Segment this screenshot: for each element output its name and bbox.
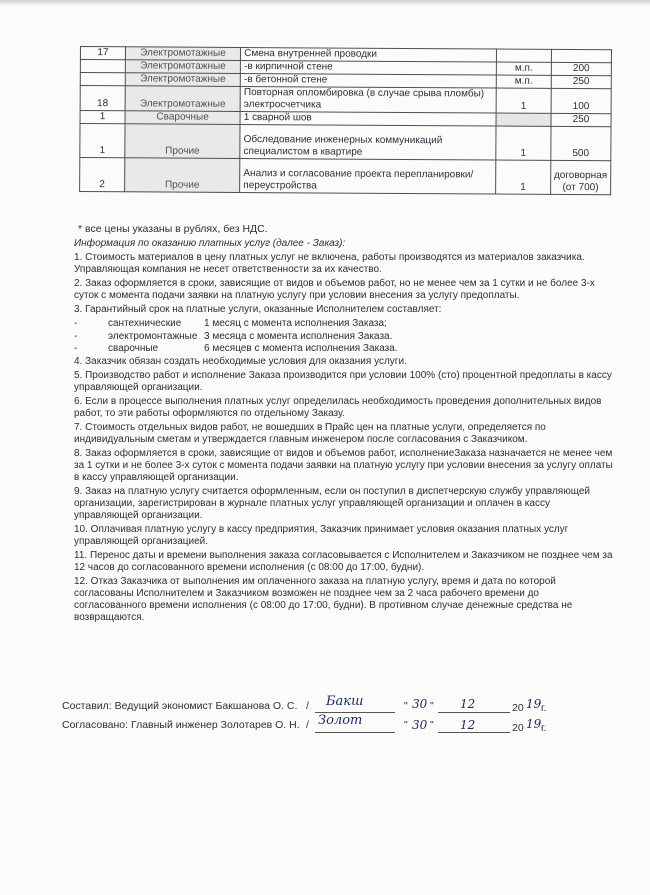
signature-2: Золот xyxy=(318,713,363,728)
warranty-type: сантехнические xyxy=(108,318,182,329)
warranty-dash: - xyxy=(74,343,78,354)
cell-price: 250 xyxy=(551,113,611,126)
month-line xyxy=(438,712,510,713)
slash: / xyxy=(306,700,309,712)
warranty-value: 3 месяца с момента исполнения Заказа. xyxy=(204,330,393,342)
year-prefix-1: 20 xyxy=(512,702,524,714)
cell-num: 1 xyxy=(80,124,125,158)
cell-unit: 1 xyxy=(496,88,551,113)
cell-price: 200 xyxy=(551,62,611,75)
month-line xyxy=(438,732,510,733)
info-item-7: 7. Стоимость отдельных видов работ, не вошедших в Прайс цен на платные услуги, определяется по индивидуальным сметам и утверждается главным инженером после согласования с Заказчиком. xyxy=(74,421,546,445)
info-item-1: 1. Стоимость материалов в цену платных услуг не включена, работы производятся из материалов заказчика. Управляющая компания не несет ответственности за их качество. xyxy=(74,252,585,275)
cell-service: Обследование инженерных коммуникаций специалистом в квартире xyxy=(240,124,496,160)
cell-unit: 1 xyxy=(496,160,551,194)
cell-category: Электромотажные xyxy=(125,60,240,74)
warranty-value: 1 месяц с момента исполнения Заказа; xyxy=(204,318,387,329)
cell-unit: м.п. xyxy=(496,75,551,88)
cell-service: -в кирпичной стене xyxy=(241,60,497,75)
price-table xyxy=(79,46,612,195)
slash: / xyxy=(306,719,309,731)
cell-num: 18 xyxy=(80,86,125,111)
cell-unit xyxy=(496,49,551,62)
cell-price: 250 xyxy=(551,75,611,88)
warranty-dash: - xyxy=(74,330,78,342)
cell-service: Повторная опломбировка (в случае срыва пломбы) электросчетчика xyxy=(240,86,496,113)
quote-open: " xyxy=(404,719,408,731)
warranty-list xyxy=(74,318,614,356)
info-item-5: 5. Производство работ и исполнение Заказа производится при условии 100% (сто) процентной предоплаты в кассу управляющей организации. xyxy=(74,369,612,393)
cell-unit: м.п. xyxy=(496,62,551,75)
cell-price: 500 xyxy=(551,126,611,160)
info-item-3: 3. Гарантийный срок на платные услуги, оказанные Исполнителем составляет: xyxy=(74,304,442,315)
info-item-8: 8. Заказ оформляется в сроки, зависящие от видов и объемов работ, исполнениеЗаказа назначается не менее чем за 1 сутки и не более 3-х суток с момента подачи заявки на платную услугу при условии внесения за услугу оплаты в кассу управляющей организации. xyxy=(74,447,613,483)
cell-price: договорная (от 700) xyxy=(550,160,610,194)
cell-service: -в бетонной стене xyxy=(240,73,496,88)
warranty-dash: - xyxy=(74,318,78,329)
info-item-6: 6. Если в процессе выполнения платных услуг определилась необходимость проведения дополнительных видов работ, то эти работы оформляются по отдельному Заказу. xyxy=(74,395,602,419)
cell-category: Электромотажные xyxy=(125,86,240,112)
day-2: 30 xyxy=(412,718,428,732)
cell-unit: 1 xyxy=(496,126,551,160)
info-item-4: 4. Заказчик обязан создать необходимые условия для оказания услуги. xyxy=(74,355,407,367)
cell-service: Смена внутренней проводки xyxy=(241,47,497,62)
table-row xyxy=(80,86,611,114)
cell-category: Сварочные xyxy=(125,111,240,125)
compiled-by: Составил: Ведущий экономист Бакшанова О. С. xyxy=(62,700,298,712)
cell-num xyxy=(80,73,125,86)
approved-by: Согласовано: Главный инженер Золотарев О. Н. xyxy=(62,719,300,731)
service-info xyxy=(74,238,614,626)
info-item-11: 11. Перенос даты и времени выполнения заказа согласовывается с Исполнителем и Заказчиком не позднее чем за 12 часов до согласованного времени исполнения (с 08:00 до 17:00, будни). xyxy=(74,549,613,573)
info-item-10: 10. Оплачивая платную услугу в кассу предприятия, Заказчик принимает условия оказания платных услуг управляющей организацией. xyxy=(74,523,569,547)
quote-close: " xyxy=(430,719,434,731)
cell-category: Прочие xyxy=(125,124,240,159)
year-prefix-2: 20 xyxy=(512,722,524,734)
cell-num xyxy=(80,60,125,73)
scan-edge xyxy=(0,0,650,6)
warranty-type: сварочные xyxy=(108,343,159,354)
day-1: 30 xyxy=(412,697,428,711)
cell-price: 100 xyxy=(551,88,611,113)
price-note: * все цены указаны в рублях, без НДС. xyxy=(78,223,268,235)
cell-num: 17 xyxy=(80,47,125,60)
month-2: 12 xyxy=(460,718,476,732)
info-item-9: 9. Заказ на платную услугу считается оформленным, если он поступил в диспетчерскую службу управляющей организации, зарегистрирован в журнале платных услуг управляющей организации и оплачен в кассу управляющей организации. xyxy=(74,485,590,521)
table-row xyxy=(80,158,611,195)
info-header: Информация по оказанию платных услуг (далее - Заказ): xyxy=(74,238,346,249)
info-item-2: 2. Заказ оформляется в сроки, зависящие от видов и объемов работ, но не менее чем за 1 сутки и не более 3-х суток с момента подачи заявки на платную услугу при условии внесения за услугу предоплаты. xyxy=(74,278,595,301)
year-suffix-1: 19 xyxy=(526,697,542,711)
cell-num: 2 xyxy=(80,158,125,192)
year-g-2: г. xyxy=(541,722,547,734)
quote-close: " xyxy=(430,700,434,712)
month-1: 12 xyxy=(460,697,476,711)
cell-service: Анализ и согласование проекта перепланировки/переустройства xyxy=(240,158,496,194)
warranty-type: электромонтажные xyxy=(108,330,198,342)
quote-open: " xyxy=(404,700,408,712)
year-g-1: г. xyxy=(541,702,547,714)
cell-num: 1 xyxy=(80,111,125,124)
year-suffix-2: 19 xyxy=(526,717,542,731)
cell-unit xyxy=(496,113,551,126)
cell-category: Электромотажные xyxy=(125,73,240,87)
cell-price xyxy=(551,49,611,62)
cell-category: Электромотажные xyxy=(125,47,240,61)
signature-line xyxy=(315,732,395,733)
cell-category: Прочие xyxy=(125,158,240,193)
cell-service: 1 сварной шов xyxy=(240,111,496,126)
signature-1: Бакш xyxy=(326,694,364,709)
warranty-value: 6 месяцев с момента исполнения Заказа. xyxy=(204,343,398,354)
table-row xyxy=(80,124,611,161)
info-item-12: 12. Отказ Заказчика от выполнения им оплаченного заказа на платную услугу, время и дата по которой согласованы Исполнителем и Заказчиком возможен не позднее чем за 2 часа рабочего времени до согласованного времени исполнения (с 08:00 до 17:00, будни). В противном случае денежные средства не возвращаются. xyxy=(74,575,573,623)
